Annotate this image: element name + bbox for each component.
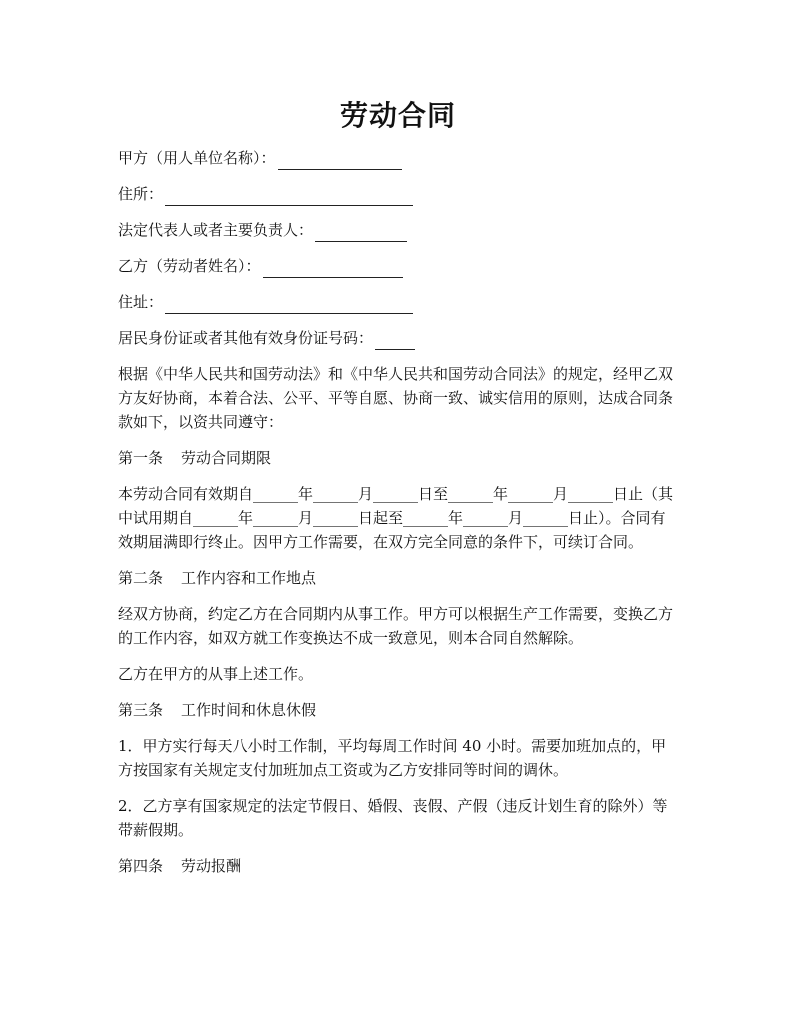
article-2-text-1: 经双方协商，约定乙方在合同期内从事工作。甲方可以根据生产工作需要，变换乙方的工作内容，如双方就工作变换达不成一致意见，则本合同自然解除。 [118, 605, 674, 647]
address-field [118, 290, 680, 314]
address-blank[interactable] [165, 295, 413, 314]
article-3-text-1: 1．甲方实行每天八小时工作制，平均每周工作时间 40 小时。需要加班加点的，甲方按国家有关规定支付加班加点工资或为乙方安排同等时间的调休。 [118, 737, 667, 779]
article-2-number: 第二条 [118, 569, 164, 587]
article-1-title: 劳动合同期限 [181, 449, 272, 467]
article-1-heading [118, 446, 680, 470]
party-b-label: 乙方（劳动者姓名）： [118, 257, 261, 275]
legal-rep-label: 法定代表人或者主要负责人： [118, 221, 314, 239]
id-label: 居民身份证或者其他有效身份证号码： [118, 329, 374, 347]
article-2-title: 工作内容和工作地点 [181, 569, 317, 587]
document-body [118, 146, 680, 890]
article-4-title: 劳动报酬 [181, 857, 242, 875]
party-a-field [118, 146, 680, 170]
party-a-blank[interactable] [278, 151, 402, 170]
article-1-text: 本劳动合同有效期自______年______月______日至______年______月______日止（其中试用期自______年______月______日起至______年______月______日止）。合同有效期届满即行终止。因甲方工作需要，在双方完全同意的条件下，可续订合同。 [118, 485, 674, 551]
preamble: 根据《中华人民共和国劳动法》和《中华人民共和国劳动合同法》的规定，经甲乙双方友好协商，本着合法、公平、平等自愿、协商一致、诚实信用的原则，达成合同条款如下，以资共同遵守： [118, 365, 674, 431]
document-title: 劳动合同 [339, 99, 456, 132]
party-b-field [118, 254, 680, 278]
party-b-blank[interactable] [263, 259, 403, 278]
article-1-number: 第一条 [118, 449, 164, 467]
article-4-number: 第四条 [118, 857, 164, 875]
residence-label: 住所： [118, 185, 164, 203]
id-field [118, 326, 680, 350]
article-2-heading [118, 566, 680, 590]
party-a-label: 甲方（用人单位名称）： [118, 149, 276, 167]
article-2-text-2: 乙方在甲方的从事上述工作。 [118, 665, 314, 683]
article-4-heading [118, 854, 680, 878]
legal-rep-blank[interactable] [315, 223, 407, 242]
id-blank[interactable] [375, 331, 415, 350]
legal-rep-field [118, 218, 680, 242]
article-3-title: 工作时间和休息休假 [181, 701, 317, 719]
residence-field [118, 182, 680, 206]
article-3-text-2: 2．乙方享有国家规定的法定节假日、婚假、丧假、产假（违反计划生育的除外）等带薪假期。 [118, 797, 668, 839]
residence-blank[interactable] [165, 187, 413, 206]
address-label: 住址： [118, 293, 164, 311]
article-3-number: 第三条 [118, 701, 164, 719]
article-3-heading [118, 698, 680, 722]
